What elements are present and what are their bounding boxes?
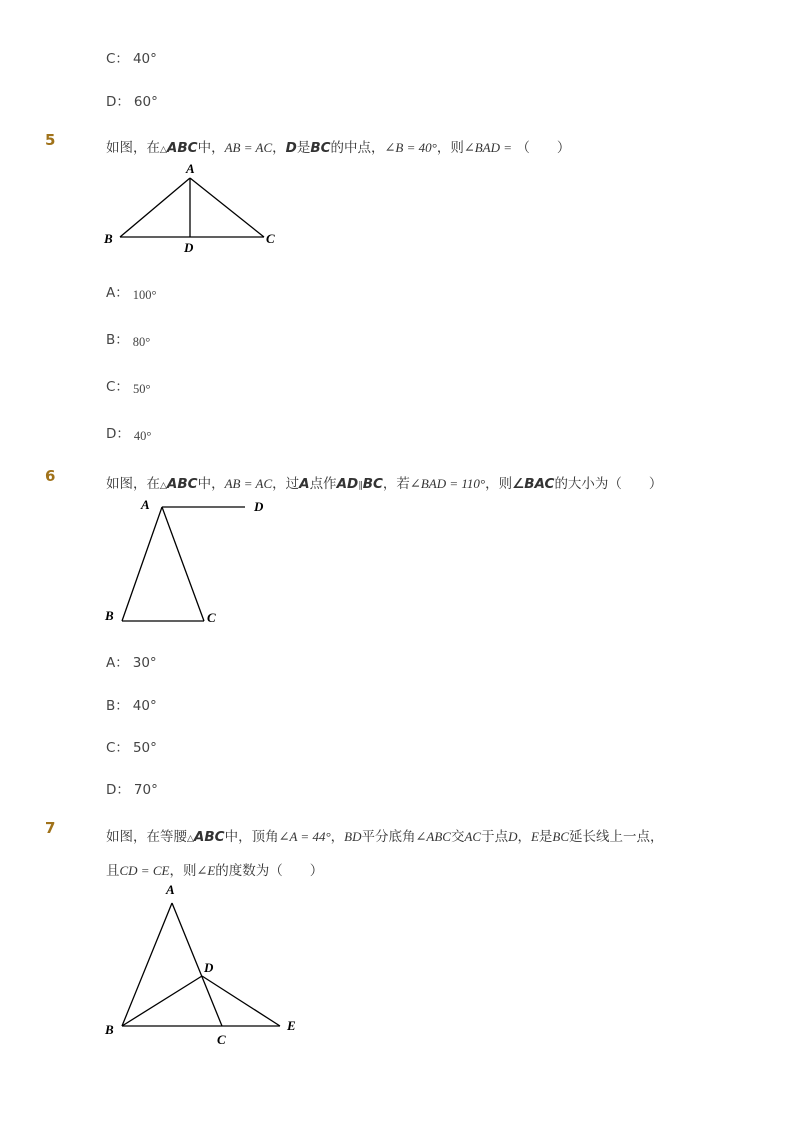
option-value: 40° xyxy=(133,429,152,443)
label-c: C xyxy=(207,610,216,625)
label-e: E xyxy=(287,1018,296,1033)
question-number: 5 xyxy=(45,131,56,149)
q5-option-c[interactable] xyxy=(106,375,150,395)
option-value: 40° xyxy=(132,698,157,714)
option-letter: C： xyxy=(106,740,129,756)
option-letter: D： xyxy=(106,94,130,110)
q5-option-b[interactable] xyxy=(106,328,150,348)
label-b: B xyxy=(104,231,113,246)
q5-option-d[interactable] xyxy=(106,422,151,442)
option-value: 100° xyxy=(132,288,157,302)
q6-option-c[interactable] xyxy=(106,736,157,756)
label-d: D xyxy=(184,240,194,255)
segment-ab xyxy=(122,903,172,1026)
question-number: 7 xyxy=(45,819,56,837)
option-letter: C： xyxy=(106,379,129,395)
q5-figure xyxy=(100,160,290,258)
option-letter: C： xyxy=(106,51,129,67)
option-letter: D： xyxy=(106,782,130,798)
option-value: 40° xyxy=(132,51,157,67)
q6-option-b[interactable] xyxy=(106,694,157,714)
label-b: B xyxy=(105,1022,114,1037)
segment-ac xyxy=(172,903,222,1026)
label-b: B xyxy=(105,608,114,623)
option-letter: A： xyxy=(106,655,129,671)
segment-ab xyxy=(120,178,190,237)
option-letter: B： xyxy=(106,698,129,714)
option-letter: D： xyxy=(106,426,130,442)
q4-option-c[interactable] xyxy=(106,47,157,67)
option-value: 50° xyxy=(132,382,151,396)
label-a: A xyxy=(141,497,150,512)
label-a: A xyxy=(186,161,195,176)
label-a: A xyxy=(166,882,175,897)
q5-option-a[interactable] xyxy=(106,281,157,301)
question-stem-line1: 如图，在等腰△ABC中，顶角∠A = 44°，BD平分底角∠ABC交AC于点D，E是BC延长线上一点， xyxy=(106,829,664,845)
option-value: 50° xyxy=(132,740,157,756)
segment-bd xyxy=(122,976,202,1026)
segment-ac xyxy=(190,178,264,237)
option-value: 80° xyxy=(132,335,151,349)
q6-figure xyxy=(100,495,275,630)
segment-de xyxy=(202,976,280,1026)
label-d: D xyxy=(204,960,214,975)
segment-ac xyxy=(162,507,204,621)
label-c: C xyxy=(266,231,275,246)
segment-ab xyxy=(122,507,162,621)
label-d: D xyxy=(254,499,264,514)
q4-option-d[interactable] xyxy=(106,90,158,110)
option-value: 70° xyxy=(133,782,158,798)
q6-option-d[interactable] xyxy=(106,778,158,798)
question-number: 6 xyxy=(45,467,56,485)
question-stem: 如图，在△ABC中，AB = AC，过A点作AD∥BC，若∠BAD = 110°，则∠BAC的大小为（ ） xyxy=(106,476,663,492)
q6-option-a[interactable] xyxy=(106,651,157,671)
option-letter: B： xyxy=(106,332,129,348)
q7-figure xyxy=(100,878,310,1050)
question-stem: 如图，在△ABC中，AB = AC，D是BC的中点，∠B = 40°，则∠BAD = （ ） xyxy=(106,140,571,156)
label-c: C xyxy=(217,1032,226,1047)
option-letter: A： xyxy=(106,285,129,301)
question-stem-line2: 且CD = CE，则∠E的度数为（ ） xyxy=(106,863,324,879)
option-value: 60° xyxy=(133,94,158,110)
option-value: 30° xyxy=(132,655,157,671)
